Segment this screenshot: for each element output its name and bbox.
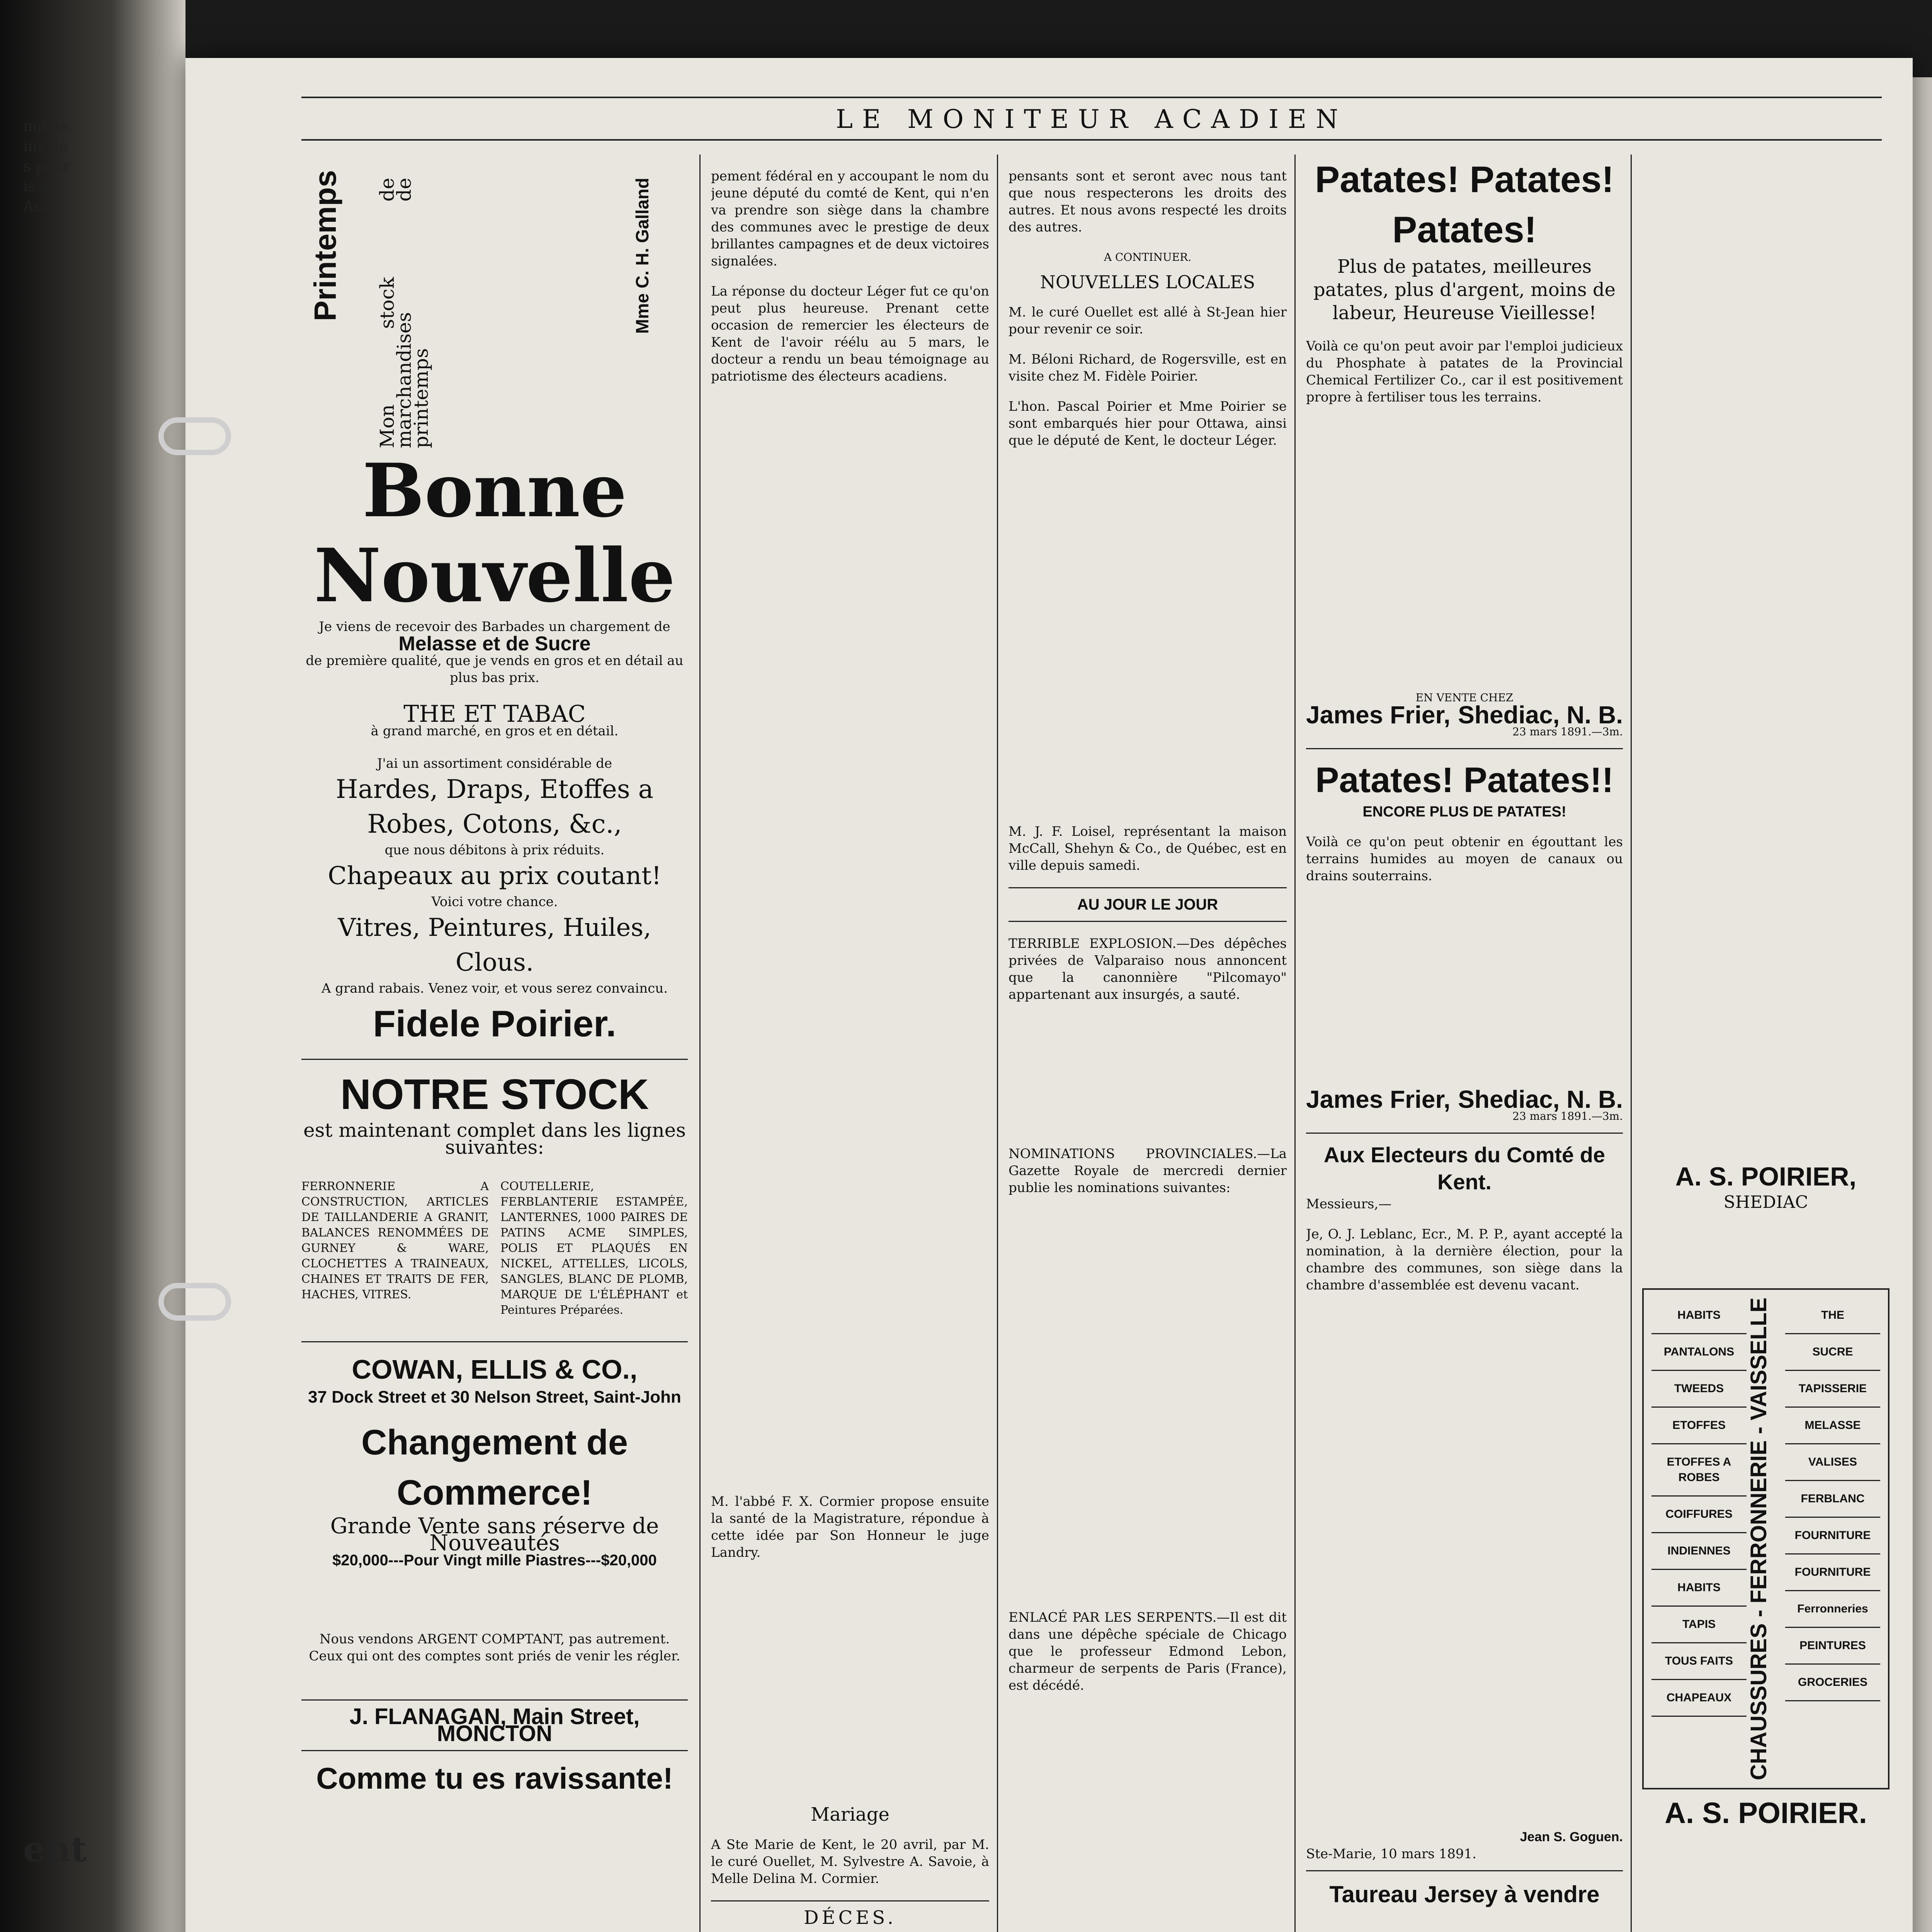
printemps-heading: Printemps: [308, 170, 342, 321]
col2-p2: La réponse du docteur Léger fut ce qu'on peut plus heureuse. Prenant cette occasion de remercier les électeurs de Kent de l'avoir réélu au 5 mars, le docteur a rendu un beau témoignage au patriotisme des électeurs acadiens.: [711, 284, 989, 384]
left-cell: HABITS: [1651, 1298, 1747, 1334]
column-rule: [1294, 155, 1296, 1932]
col2-p1: pement fédéral en y accoupant le nom du jeune député du comté de Kent, qui n'en va prendre son siège dans la chambre des communes avec le prestige de deux brillantes campagnes et de deux victoires signalées.: [711, 168, 989, 269]
hardes: Hardes, Draps, Etoffes a Robes, Cotons, &c.,: [335, 774, 654, 839]
vitres: Vitres, Peintures, Huiles, Clous.: [338, 913, 651, 977]
frier-date: 23 mars 1891.—3m.: [1512, 725, 1623, 738]
en-vente: EN VENTE CHEZ: [1415, 691, 1514, 704]
right-cell: THE: [1785, 1298, 1880, 1334]
electeurs-heading: Aux Electeurs du Comté de Kent.: [1323, 1143, 1605, 1194]
right-cell: VALISES: [1785, 1444, 1880, 1481]
column-rule: [1631, 155, 1632, 1932]
fidele-poirier: Fidele Poirier.: [373, 1003, 616, 1044]
the-tabac-sub: à grand marché, en gros et en détail.: [371, 723, 619, 739]
messieurs: Messieurs,—: [1306, 1196, 1392, 1212]
frier-date-2: 23 mars 1891.—3m.: [1512, 1110, 1623, 1122]
encore-patates: ENCORE PLUS DE PATATES!: [1362, 804, 1566, 820]
galland-name: Mme C. H. Galland: [632, 178, 652, 334]
left-cell: TAPIS: [1651, 1607, 1747, 1643]
left-cell: COIFFURES: [1651, 1497, 1747, 1533]
electeurs-text: Je, O. J. Leblanc, Ecr., M. P. P., ayant accepté la nomination, à la dernière élection, pour la chambre des communes, son siège dans la chambre d'assemblée est devenu vacant.: [1306, 1226, 1623, 1293]
column-rule: [699, 155, 701, 1932]
grid-left: [1651, 1298, 1747, 1780]
vertical-band: CHAUSSURES - FERRONNERIE - VAISSELLE: [1746, 1298, 1771, 1781]
argent-comptant: Nous vendons ARGENT COMPTANT, pas autrement.: [319, 1631, 670, 1647]
shediac-nb-2: Shediac, N. B.: [1458, 1085, 1623, 1113]
right-cell: PEINTURES: [1785, 1628, 1880, 1665]
binder-ring: [158, 1283, 231, 1321]
newspaper-page: [185, 58, 1913, 1932]
right-cell: SUCRE: [1785, 1334, 1880, 1371]
right-cell: TAPISSERIE: [1785, 1371, 1880, 1408]
printemps-text: Mon stock de marchandises de printemps: [376, 178, 432, 448]
column-4: [1306, 155, 1623, 1932]
chapeaux-sub: Voici votre chance.: [431, 894, 558, 910]
cowan-ellis: COWAN, ELLIS & CO.,: [352, 1354, 638, 1384]
nouvelle-1: M. le curé Ouellet est allé à St-Jean hier pour revenir ce soir.: [1009, 304, 1287, 337]
left-cell: TWEEDS: [1651, 1371, 1747, 1408]
mariage-heading: Mariage: [811, 1804, 889, 1825]
column-rule: [997, 155, 998, 1932]
left-cell: HABITS: [1651, 1570, 1747, 1607]
vingt-mille: $20,000---Pour Vingt mille Piastres---$20,000: [332, 1552, 657, 1569]
james-frier-2: James Frier,: [1306, 1085, 1451, 1113]
changement-commerce: Changement de Commerce!: [361, 1423, 628, 1512]
taureau-jersey: Taureau Jersey à vendre: [1329, 1881, 1600, 1907]
shediac-label: SHEDIAC: [1723, 1192, 1808, 1212]
masthead-rule-top: [301, 97, 1882, 98]
patates-text: Voilà ce qu'on peut avoir par l'emploi judicieux du Phosphate à patates de la Provincial Chemical Fertilizer Co., car il est positivement propre à fertiliser tous les terrains.: [1306, 338, 1623, 405]
masthead-rule-bottom: [301, 139, 1882, 141]
right-cell: FOURNITURE: [1785, 1554, 1880, 1591]
cowan-address: 37 Dock Street et 30 Nelson Street, Saint-John: [308, 1388, 681, 1406]
patates-2-text: Voilà ce qu'on peut obtenir en égouttant les terrains humides au moyen de canaux ou drains souterrains.: [1306, 834, 1623, 884]
jour-3: ENLACÉ PAR LES SERPENTS.—Il est dit dans une dépêche spéciale de Chicago que le professeur Edmond Lebon, charmeur de serpents de Paris (France), est décédé.: [1009, 1610, 1287, 1693]
stock-list-left: FERRONNERIE A CONSTRUCTION, ARTICLES DE TAILLANDERIE A GRANIT, BALANCES RENOMMÉES DE GURNEY & WARE, CLOCHETTES A TRAINEAUX, CHAINES ET TRAITS DE FER, HACHES, VITRES.: [301, 1180, 489, 1301]
comptes: Ceux qui ont des comptes sont priés de venir les régler.: [309, 1648, 680, 1664]
notre-stock: NOTRE STOCK: [340, 1071, 649, 1118]
assortiment: J'ai un assortiment considérable de: [377, 756, 612, 771]
left-cell: CHAPEAUX: [1651, 1680, 1747, 1717]
nouvelle-4: M. J. F. Loisel, représentant la maison McCall, Shehyn & Co., de Québec, est en ville depuis samedi.: [1009, 824, 1287, 873]
a-continuer: A CONTINUER.: [1104, 251, 1192, 264]
deces-heading: DÉCES.: [804, 1907, 896, 1929]
comme-tu-es: Comme tu es ravissante!: [316, 1761, 673, 1795]
notre-stock-sub: est maintenant complet dans les lignes suivantes:: [303, 1119, 686, 1158]
grid-right: [1785, 1298, 1880, 1780]
chapeaux: Chapeaux au prix coutant!: [328, 862, 662, 890]
left-cell: INDIENNES: [1651, 1533, 1747, 1570]
right-cell: GROCERIES: [1785, 1665, 1880, 1701]
right-cell: Ferronneries: [1785, 1591, 1880, 1628]
james-frier: James Frier,: [1306, 701, 1451, 729]
poirier-grid: [1642, 1288, 1889, 1789]
debitons: que nous débitons à prix réduits.: [384, 842, 605, 858]
printemps-ad: [301, 155, 688, 448]
bonne-nouvelle-title: Bonne Nouvelle: [314, 447, 675, 619]
bonne-intro: Je viens de recevoir des Barbades un chargement de: [319, 619, 670, 634]
adjacent-page-fragment: nglais, ins de s pour is à Aca- ent: [23, 117, 87, 1870]
goguen-date: Ste-Marie, 10 mars 1891.: [1306, 1846, 1476, 1862]
left-cell: PANTALONS: [1651, 1334, 1747, 1371]
masthead: LE MONITEUR ACADIEN: [836, 104, 1347, 134]
right-cell: FERBLANC: [1785, 1481, 1880, 1518]
right-cell: FOURNITURE: [1785, 1518, 1880, 1554]
column-1: [301, 155, 688, 1932]
patates-2: Patates! Patates!!: [1315, 760, 1614, 800]
jour-1: TERRIBLE EXPLOSION.—Des dépêches privées de Valparaiso nous annoncent que la canonnière "Pilcomayo" appartenant aux insurgés, a sauté.: [1009, 936, 1287, 1002]
shediac-nb: Shediac, N. B.: [1458, 701, 1623, 729]
col3-p1: pensants sont et seront avec nous tant que nous respecterons les droits des autres. Et nous avons respecté les droits des autres.: [1009, 168, 1287, 235]
left-cell: ETOFFES: [1651, 1408, 1747, 1444]
au-jour-le-jour: AU JOUR LE JOUR: [1077, 896, 1218, 913]
col2-p3: M. l'abbé F. X. Cormier propose ensuite la santé de la Magistrature, répondue à cette idée par Son Honneur le juge Landry.: [711, 1494, 989, 1560]
patates-title: Patates! Patates! Patates!: [1315, 159, 1614, 250]
melasse-sucre: Melasse et de Sucre: [398, 633, 591, 655]
column-5: [1642, 155, 1889, 1932]
nouvelle-3: L'hon. Pascal Poirier et Mme Poirier se sont embarqués hier pour Ottawa, ainsi que le député de Kent, le docteur Léger.: [1009, 399, 1287, 448]
column-3: [1009, 155, 1287, 1932]
nouvelles-locales: NOUVELLES LOCALES: [1040, 272, 1255, 293]
left-cell: ETOFFES A ROBES: [1651, 1444, 1747, 1497]
column-2: [711, 155, 989, 1932]
binder-ring: [158, 417, 231, 455]
jean-goguen: Jean S. Goguen.: [1520, 1830, 1623, 1844]
mariage-text: A Ste Marie de Kent, le 20 avril, par M. le curé Ouellet, M. Sylvestre A. Savoie, à Melle Delina M. Cormier.: [711, 1837, 989, 1886]
flanagan: J. FLANAGAN, Main Street, MONCTON: [349, 1704, 640, 1746]
jour-2: NOMINATIONS PROVINCIALES.—La Gazette Royale de mercredi dernier publie les nominations suivantes:: [1009, 1146, 1287, 1196]
nouvelle-2: M. Béloni Richard, de Rogersville, est en visite chez M. Fidèle Poirier.: [1009, 352, 1287, 384]
as-poirier: A. S. POIRIER,: [1675, 1162, 1857, 1191]
the-tabac: THE ET TABAC: [403, 701, 586, 728]
patates-sub: Plus de patates, meilleures patates, plus d'argent, moins de labeur, Heureuse Vieillesse!: [1313, 256, 1616, 324]
stock-list-right: COUTELLERIE, FERBLANTERIE ESTAMPÉE, LANTERNES, 1000 PAIRES DE PATINS ACME SIMPLES, POLIS ET PLAQUÉS EN NICKEL, ATTELLES, LICOLS, SANGLES, BLANC DE PLOMB, MARQUE DE L'ÉLÉPHANT et Peintures Préparées.: [500, 1180, 688, 1317]
grande-vente: Grande Vente sans réserve de Nouveautés: [330, 1514, 659, 1556]
right-cell: MELASSE: [1785, 1408, 1880, 1444]
vitres-sub: A grand rabais. Venez voir, et vous serez convaincu.: [321, 981, 668, 996]
left-cell: TOUS FAITS: [1651, 1643, 1747, 1680]
as-poirier-bottom: A. S. POIRIER.: [1665, 1797, 1867, 1830]
page-stack-edge: [1913, 77, 1932, 1932]
bonne-sub: de première qualité, que je vends en gros et en détail au plus bas prix.: [306, 653, 684, 685]
